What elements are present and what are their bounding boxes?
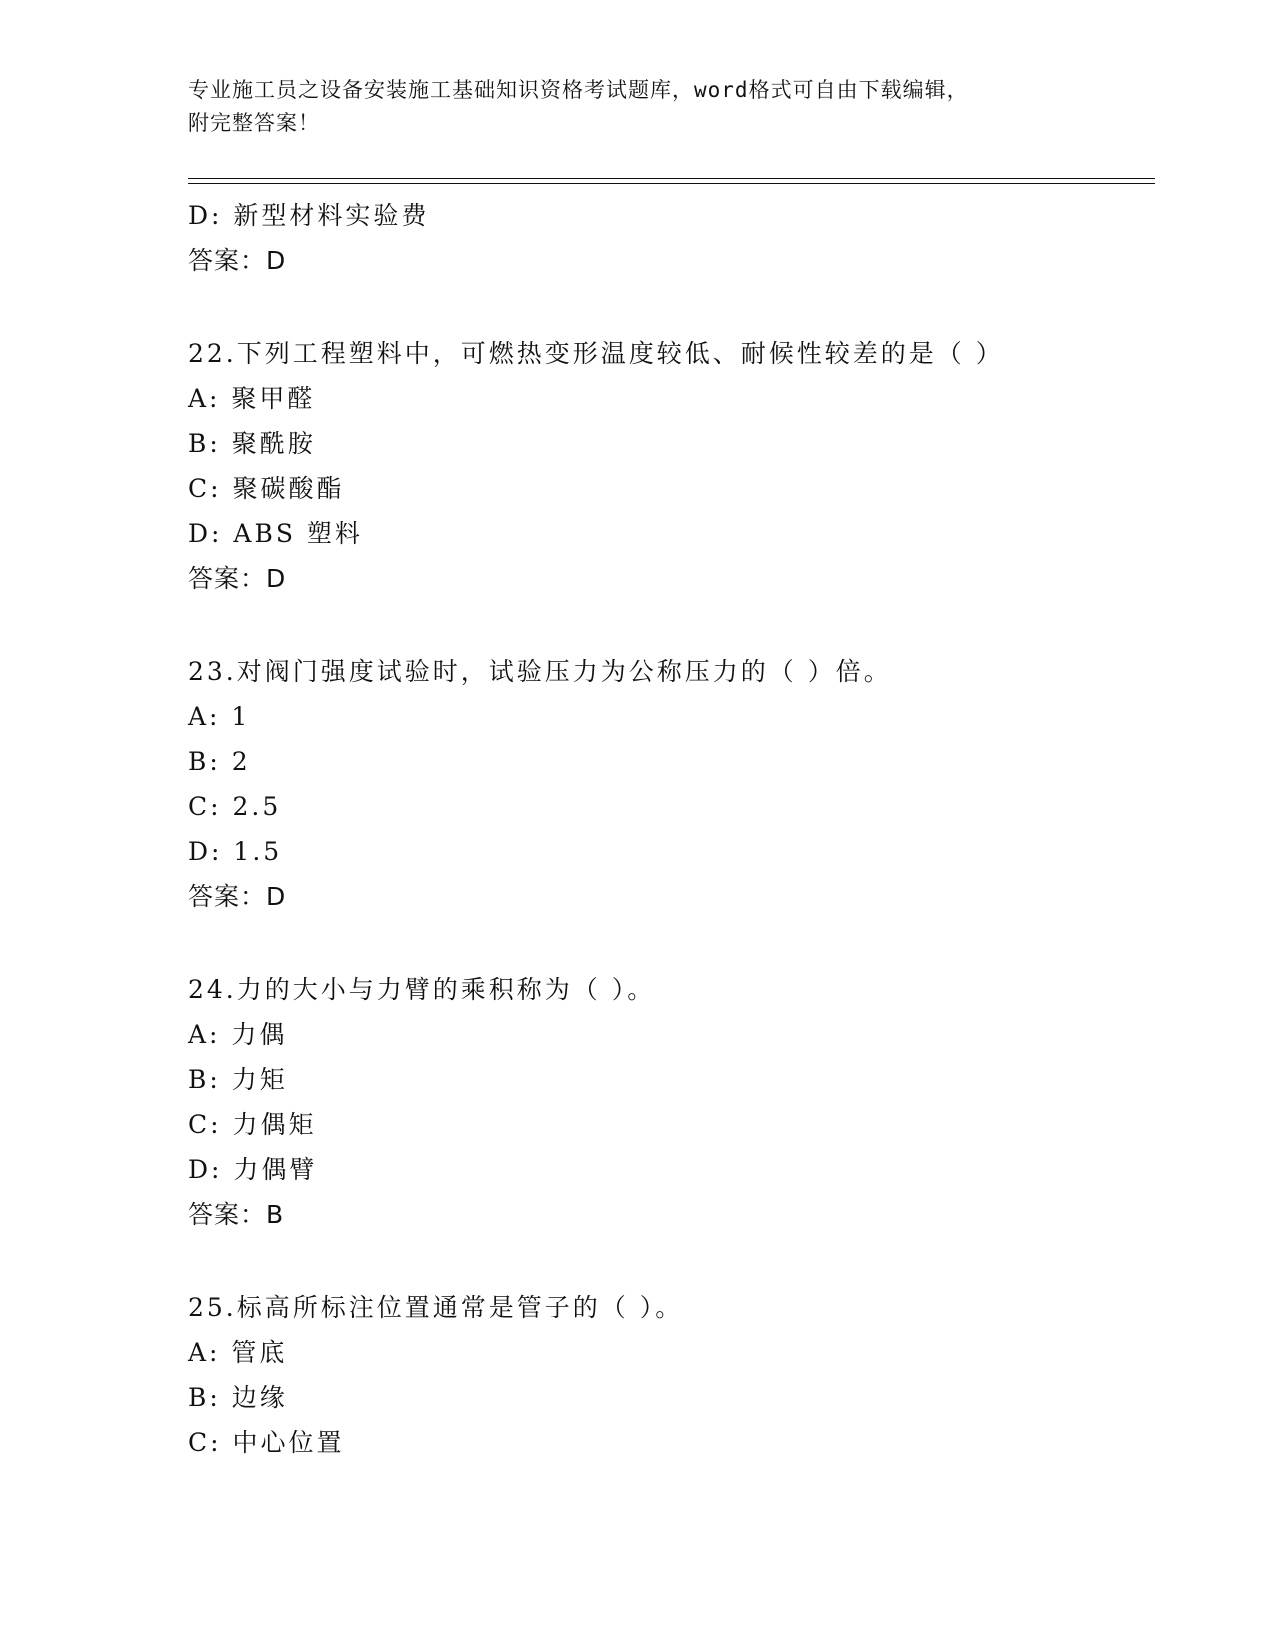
header-title-line-1: 专业施工员之设备安装施工基础知识资格考试题库，word格式可自由下载编辑， [188, 78, 969, 102]
question-24 [188, 967, 1155, 1237]
question-gap [188, 283, 1155, 331]
option-c: C: 聚碳酸酯 [188, 474, 345, 503]
option-b: B: 2 [188, 747, 251, 776]
option-b: B: 力矩 [188, 1065, 288, 1094]
continued-question [188, 193, 1155, 283]
header-divider-top [188, 178, 1155, 179]
option-b: B: 聚酰胺 [188, 429, 316, 458]
option-d: D: 新型材料实验费 [188, 201, 430, 230]
option-a: A: 1 [188, 702, 251, 731]
answer: 答案：B [188, 1200, 285, 1229]
option-c: C: 中心位置 [188, 1428, 345, 1457]
answer: 答案：D [188, 564, 287, 593]
question-25 [188, 1285, 1155, 1465]
question-gap [188, 919, 1155, 967]
option-c: C: 力偶矩 [188, 1110, 317, 1139]
option-a: A: 力偶 [188, 1020, 288, 1049]
header-divider-bottom [188, 183, 1155, 184]
option-a: A: 聚甲醛 [188, 384, 316, 413]
option-c: C: 2.5 [188, 792, 282, 821]
answer: 答案：D [188, 882, 287, 911]
question-stem: 24.力的大小与力臂的乘积称为（ ）。 [188, 975, 656, 1004]
question-23 [188, 649, 1155, 919]
option-d: D: ABS 塑料 [188, 519, 363, 548]
question-stem: 23.对阀门强度试验时，试验压力为公称压力的（ ）倍。 [188, 657, 892, 686]
option-b: B: 边缘 [188, 1383, 288, 1412]
question-stem: 22.下列工程塑料中，可燃热变形温度较低、耐候性较差的是（ ） [188, 339, 1004, 368]
question-stem: 25.标高所标注位置通常是管子的（ ）。 [188, 1293, 684, 1322]
option-d: D: 力偶臂 [188, 1155, 318, 1184]
question-list [188, 193, 1155, 1465]
question-gap [188, 601, 1155, 649]
document-header [188, 74, 1088, 140]
question-22 [188, 331, 1155, 601]
header-title-line-2: 附完整答案！ [188, 111, 320, 135]
answer: 答案：D [188, 246, 287, 275]
option-d: D: 1.5 [188, 837, 283, 866]
question-gap [188, 1237, 1155, 1285]
option-a: A: 管底 [188, 1338, 288, 1367]
